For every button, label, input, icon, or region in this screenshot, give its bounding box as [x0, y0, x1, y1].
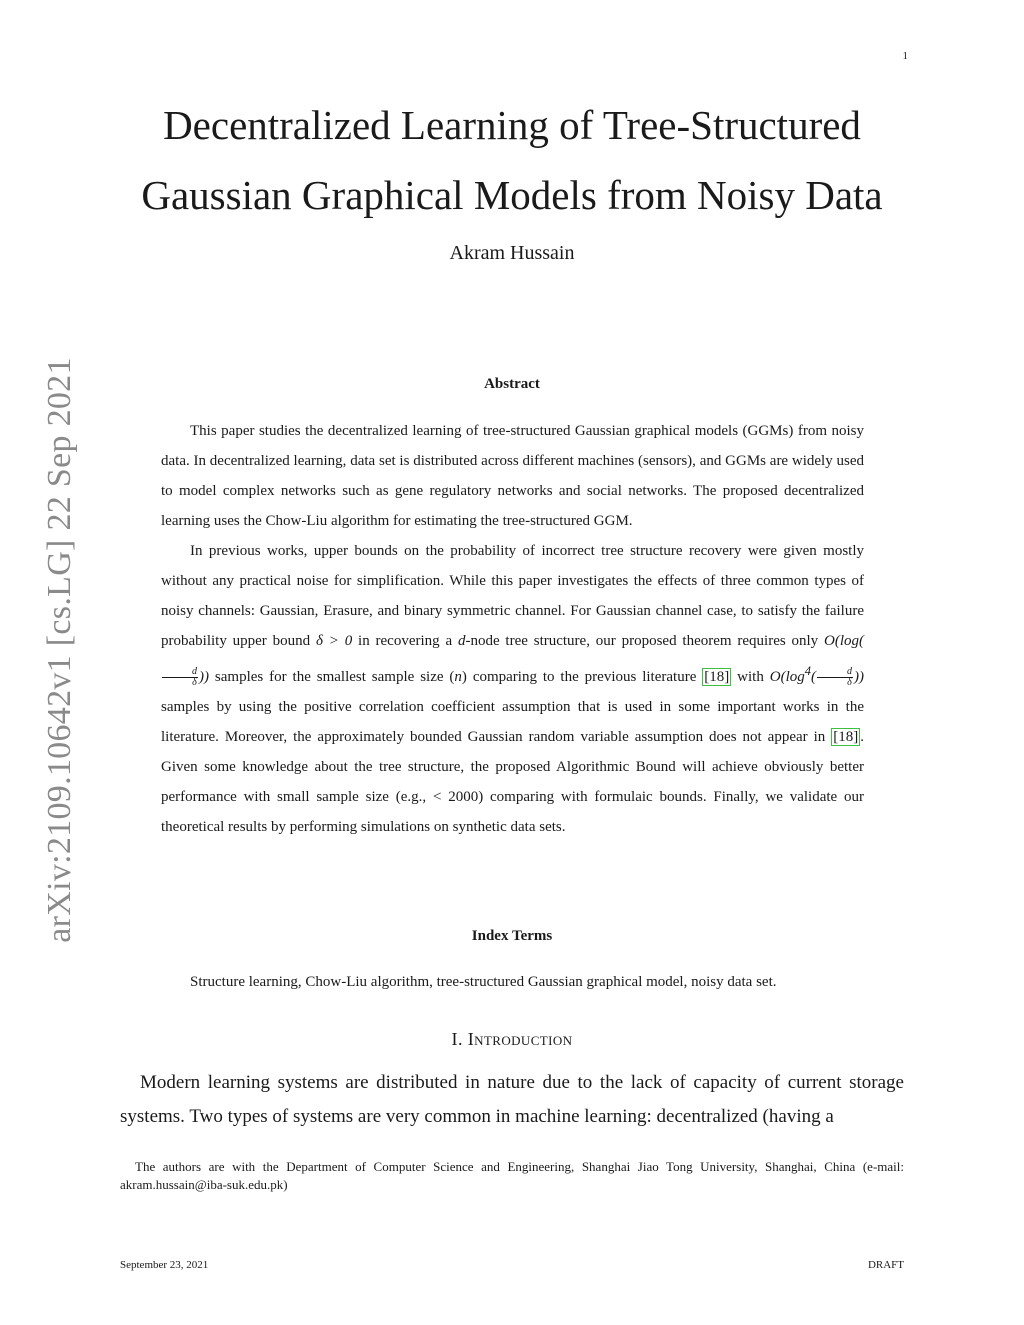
text-segment: with	[731, 669, 770, 685]
math-sample-size: < 2000	[432, 789, 479, 805]
bound-1-prefix: O(log(	[824, 633, 864, 649]
math-delta-condition: δ > 0	[315, 633, 353, 649]
text-segment: ) comparing with formulaic bounds. Finally, we validate our theoretical results by performing simulations on synthetic data sets.	[161, 789, 864, 835]
fraction-numerator: d	[162, 667, 198, 678]
fraction-numerator: d	[817, 667, 853, 678]
fraction-d-over-delta	[817, 667, 853, 688]
citation-link-18[interactable]: [18]	[833, 729, 859, 745]
author: Akram Hussain	[449, 242, 575, 264]
fraction-denominator: δ	[192, 677, 197, 689]
text-segment: samples by using the positive correlation coefficient assumption that is used in some important works in the literature. Moreover, the approximately bounded Gaussian random variable assumption does not appear in	[161, 699, 864, 745]
author-footnote: The authors are with the Department of Computer Science and Engineering, Shanghai Jiao Tong University, Shanghai, China (e-mail: akram.hussain@iba-suk.edu.pk)	[120, 1159, 904, 1192]
text-segment: -node tree structure, our proposed theorem requires only	[465, 633, 824, 649]
section-numeral: I.	[451, 1029, 463, 1049]
bound-2-exponent: 4	[804, 664, 811, 678]
abstract-heading: Abstract	[484, 376, 540, 392]
bound-1-suffix: ))	[199, 669, 209, 685]
bound-2-open: (	[811, 669, 816, 685]
text-segment: . Given some knowledge about the tree structure, the proposed Algorithmic Bound will achieve obviously better performance with small sample size (e.g.,	[161, 729, 864, 805]
citation-link-18[interactable]: [18]	[704, 669, 730, 685]
title-line-1: Decentralized Learning of Tree-Structured	[163, 102, 861, 148]
index-terms-heading: Index Terms	[471, 928, 553, 944]
section-heading-introduction	[100, 1029, 924, 1050]
text-segment: in recovering a	[352, 633, 458, 649]
fraction-d-over-delta	[162, 667, 198, 688]
math-d: d	[457, 633, 466, 649]
page-number: 1	[902, 50, 908, 62]
section-title: Introduction	[467, 1029, 573, 1049]
title-line-2: Gaussian Graphical Models from Noisy Data	[141, 172, 883, 218]
footer-status: DRAFT	[867, 1259, 904, 1271]
math-n: n	[454, 669, 462, 685]
bound-2-suffix: ))	[854, 669, 864, 685]
abstract-body	[161, 416, 864, 842]
text-segment: ) comparing to the previous literature	[461, 669, 703, 685]
math-bound-2	[769, 664, 864, 689]
introduction-text: Modern learning systems are distributed in nature due to the lack of capacity of current storage systems. Two types of systems are very common in machine learning: decentralized (having a	[120, 1072, 904, 1127]
text-segment: In previous works, upper bounds on the probability of incorrect tree structure recovery were given mostly without any practical noise for simplification. While this paper investigates the effects of three common types of noisy channels: Gaussian, Erasure, and binary symmetric channel. For Gaussian channel case, to satisfy the failure probability upper bound	[161, 543, 864, 649]
paper-title	[100, 90, 924, 230]
abstract-paragraph-1: This paper studies the decentralized learning of tree-structured Gaussian graphical models (GGMs) from noisy data. In decentralized learning, data set is distributed across different machines (sensors), and GGMs are widely used to model complex networks such as gene regulatory networks and social networks. The proposed decentralized learning uses the Chow-Liu algorithm for estimating the tree-structured GGM.	[161, 423, 864, 529]
footer-date: September 23, 2021	[120, 1259, 209, 1271]
text-segment: samples for the smallest sample size (	[209, 669, 455, 685]
fraction-denominator: δ	[847, 677, 852, 689]
arxiv-stamp: arXiv:2109.10642v1 [cs.LG] 22 Sep 2021	[41, 357, 78, 943]
index-terms-body: Structure learning, Chow-Liu algorithm, tree-structured Gaussian graphical model, noisy data set.	[190, 974, 777, 990]
abstract-paragraph-2	[161, 536, 864, 842]
bound-2-prefix: O(log	[769, 669, 805, 685]
